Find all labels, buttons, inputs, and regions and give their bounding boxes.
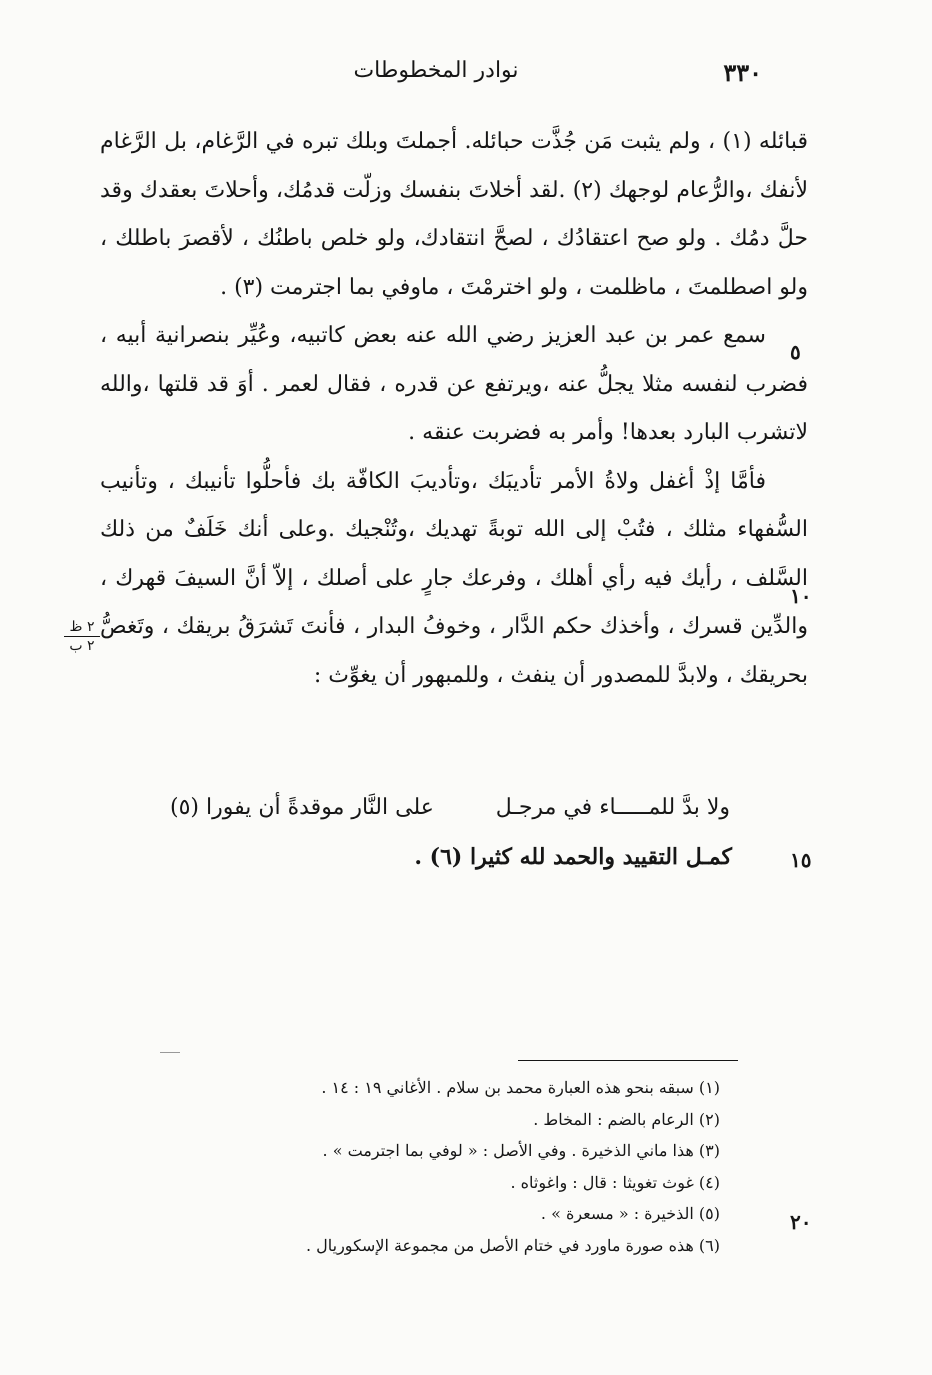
footnote: (٣) هذا ماني الذخيرة . وفي الأصل : « لوفي بما اجترمت » . [322,1141,720,1160]
stray-mark [160,1052,180,1053]
paragraph: قبائله (١) ، ولم يثبت مَن جُذَّت حبائله. أجملتَ وبلك تبره في الرَّغام، بل الرَّغام لأنفك ،والرُّعام لوجهك (٢) .لقد أخلاتَ بنفسك وزلّت قدمُك، وأحلاتَ بعقدك وقد حلَّ دمُك . ولو صح اعتقادُك ، لصحَّ انتقادك، ولو خلص باطنُك ، لأقصرَ باطلك ، ولو اصطلمتَ ، ماظلمت ، ولو اخترمْتَ ، ماوفي بما اجترمت (٣) . [100,129,808,300]
footnote-rule [518,1060,738,1061]
footnote: (٤) غوث تغويثا : قال : واغوثاه . [510,1172,720,1192]
page-header [110,58,762,98]
footnote: (٦) هذه صورة ماورد في ختام الأصل من مجموعة الإسكوريال . [305,1235,720,1255]
colophon: كمـل التقييد والحمد لله كثيرا (٦) . [414,844,732,870]
page-number: ٣٣٠ [723,58,762,87]
line-number: ١٥ [790,848,812,872]
verse [170,795,730,843]
verse-hemistich-second: على النَّار موقدةً أن يفورا (٥) [170,795,434,820]
manuscript-folio-marker [60,620,104,653]
main-text [100,118,808,700]
footnote: (٢) الرعام بالضم : المخاط . [533,1109,720,1129]
line-number: ٥ [790,340,801,364]
folio-bottom: ٢ ب [69,638,95,654]
footnote: (٥) الذخيرة : « مسعرة » . [540,1204,720,1223]
footnotes [200,1072,720,1261]
folio-divider [64,636,100,637]
line-number: ١٠ [790,584,812,608]
folio-top: ٢ ظ [69,619,95,635]
verse-hemistich-first: ولا بدَّ للمـــــاء في مرجـل [495,795,730,820]
paragraph: فأمَّا إذْ أغفل ولاةُ الأمر تأديبَك ،وتأديبَ الكافّة بك فأحلُّوا تأنيبك ، وتأنيب السُّفهاء مثلك ، فتُبْ إلى الله توبةً تهديك ،وتُنْجيك .وعلى أنك خَلَفٌ من ذلك السَّلف ، رأيك فيه رأي أهلك ، وفرعك جارٍ على أصلك ، إلاّ أنَّ السيفَ قهرك ، والدِّين قسرك ، وأخذك حكم الدَّار ، وخوفُ البدار ، فأنتَ تَشرَقُ بريقك ، وتَغصُّ بحريقك ، ولابدَّ للمصدور أن ينفث ، وللمبهور أن يغوِّث : [100,468,808,688]
footnote: (١) سبقه بنحو هذه العبارة محمد بن سلام . الأغاني ١٩ : ١٤ . [321,1078,720,1097]
line-number: ٢٠ [790,1210,812,1234]
paragraph: سمع عمر بن عبد العزيز رضي الله عنه بعض كاتبيه، وعُيِّر بنصرانية أبيه ، فضرب لنفسه مثلا يجلُّ عنه ،ويرتفع عن قدره ، فقال لعمر . أوَ قد قلتها ،والله لاتشرب البارد بعدها! وأمر به فضربت عنقه . [100,323,808,445]
running-title: نوادر المخطوطات [353,58,519,83]
